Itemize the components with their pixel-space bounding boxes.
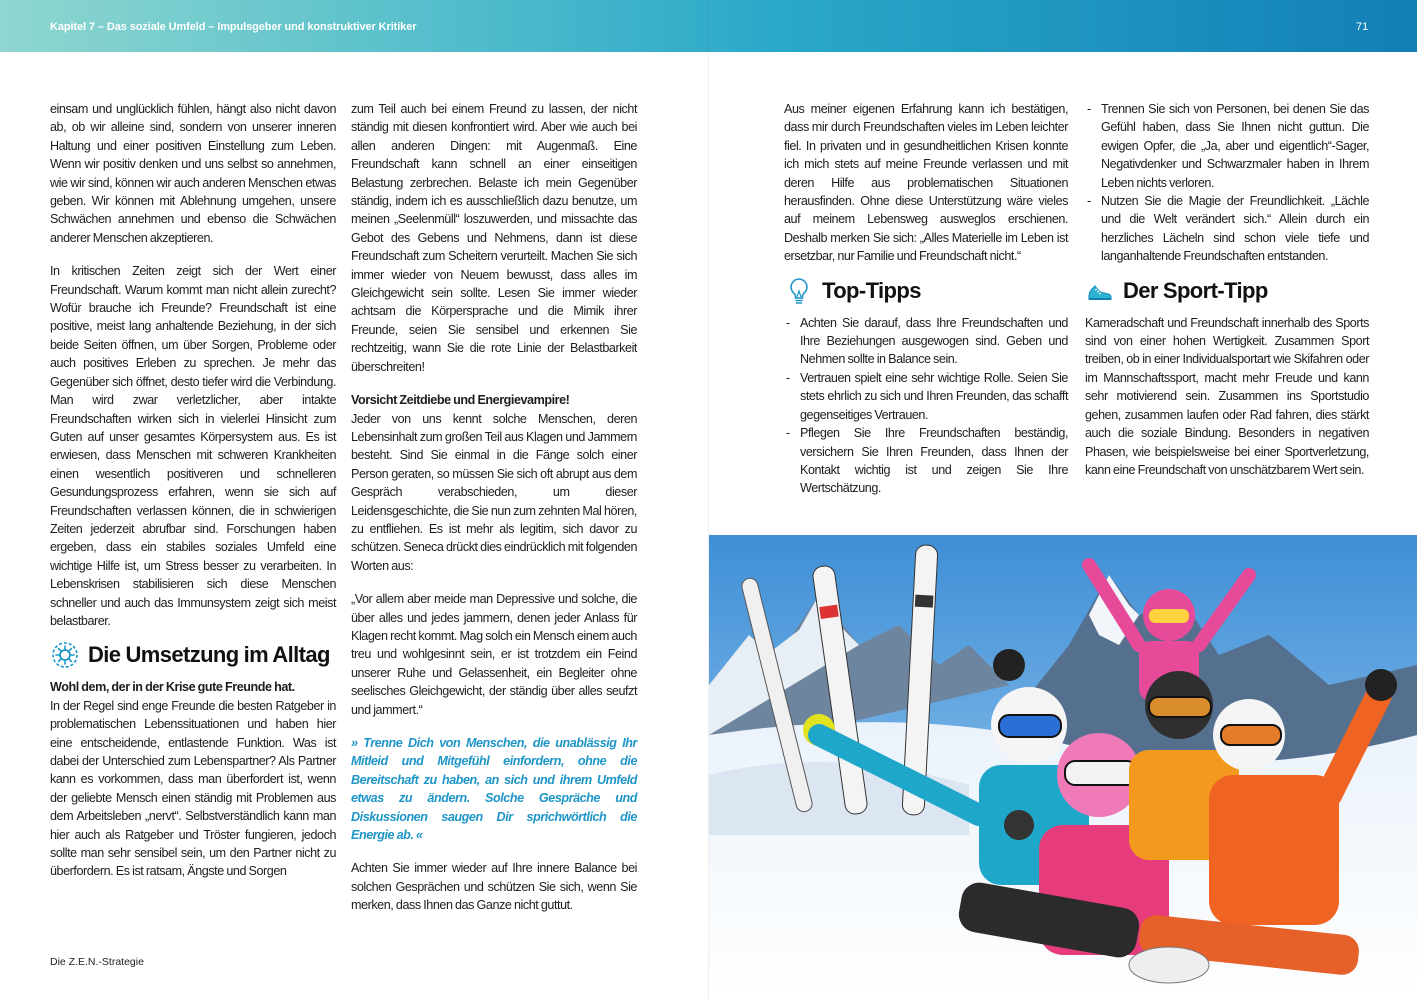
seneca-quote: „Vor allem aber meide man Depressive und solche, die über alles und jedes jammern, denen jeder Anlass für Klagen recht kommt. Mag solch ein Mensch einem auch treu und wohlgesinnt sein, er ist trotzdem ein Feind unserer Ruhe und Gelassenheit, ein Begleiter ohne seelisches Gleichgewicht, der ständig über alles seufzt und jammert.“ [351,592,637,717]
section-heading-umsetzung [50,640,336,670]
column-right-2 [1085,100,1369,479]
paragraph: Jeder von uns kennt solche Menschen, deren Lebensinhalt zum großen Teil aus Klagen und Jammern besteht. Sind Sie einmal in die Fänge solch einer Person geraten, so müssen Sie sich oft abrupt aus dem Gespräch verabschieden, um dieser Leidensgeschichte, die Sie nun zum zehnten Mal hören, zu entfliehen. Es ist mehr als legitim, sich davor zu schützen. Seneca drückt dies eindrücklich mit folgenden Worten aus: [351,411,637,573]
paragraph: zum Teil auch bei einem Freund zu lassen, der nicht ständig mit diesen konfrontiert wird. Aber wie auch bei allen anderen Dingen: mit Augenmaß. Eine Freundschaft kann schnell an einer einseitigen Belastung zerbrechen. Belaste ich mein Gegenüber ständig, indem ich es ausschließlich dazu benutze, um meinen „Seelenmüll“ loszuwerden, und missachte das Gebot des Gebens und Nehmens, dann ist diese Freundschaft zum Scheitern verurteilt. Machen Sie sich immer wieder von Neuem bewusst, dass alles im Gleichgewicht sein sollte. Lesen Sie immer wieder achtsam die Körpersprache und die Mimik ihrer Freunde, seien Sie sensibel und erkennen Sie rechtzeitig, wann Sie die rote Linie der Belastbarkeit überschreiten! [351,102,637,374]
lightbulb-icon [784,276,814,306]
tips-list [784,314,1068,498]
section-title: Die Umsetzung im Alltag [88,642,330,668]
paragraph: In der Regel sind enge Freunde die besten Ratgeber in problematischen Lebenssituationen und haben hier eine entscheidende, entlastende Funktion. Was ist dabei der Unterschied zum Lebenspartner? Als Partner kann es vorkommen, dass man überfordert ist, wenn der geliebte Mensch einen ständig mit Problemen aus dem Arbeitsleben „nervt“. Selbstverständlich kann man hier auch als Ratgeber und Tröster fungieren, jedoch sollte man sehr sensibel sein, um den Partner nicht zu überfordern. Es ist ratsam, Ängste und Sorgen [50,698,336,879]
tips-list-continued [1085,100,1369,266]
section-title: Top-Tipps [822,277,921,303]
section-title: Der Sport-Tipp [1123,277,1268,303]
section-heading-top-tipps [784,276,1068,306]
paragraph: Aus meiner eigenen Erfahrung kann ich bestätigen, dass mir durch Freundschaften vieles im Leben leichter fiel. In privaten und in gesundheitlichen Krisen konnte ich mich stets auf meine Freunde verlassen und mit deren Hilfe aus problematischen Situationen herausfinden. Ohne diese Unterstützung wäre vieles auf meinem Lebensweg ausweglos erschienen. Deshalb merken Sie sich: „Alles Materielle im Leben ist ersetzbar, nur Familie und Freundschaft nicht.“ [784,102,1068,264]
paragraph: einsam und unglücklich fühlen, hängt also nicht davon ab, ob wir alleine sind, sondern von unserer inneren Haltung und einer positiven Einstellung zum Leben. Wenn wir positiv denken und uns selbst so annehmen, wie wir sind, können wir auch anderen Menschen etwas geben. Wir können mit Ablehnung umgehen, unsere Schwächen annehmen und ebenso die Schwächen anderer Menschen akzeptieren. [50,102,336,245]
pull-quote: » Trenne Dich von Menschen, die unablässig Ihr Mitleid und Mitgefühl einfordern, ohne die Bereitschaft zu haben, an sich und ihrem Umfeld etwas zu ändern. Solche Gespräche und Diskussionen saugen Dir sprichwörtlich die Energie ab. « [351,736,637,843]
ski-group-photo [709,535,1417,1000]
book-title-footer: Die Z.E.N.-Strategie [50,956,144,968]
column-left-1 [50,100,336,881]
column-right-1 [784,100,1068,498]
paragraph: In kritischen Zeiten zeigt sich der Wert einer Freundschaft. Warum kommt man nicht allein zurecht? Wofür brauche ich Freunde? Freundschaft ist eine positive, meist lang anhaltende Beziehung, in der sich beide Seiten öffnen, um über Sorgen, Probleme oder auch positives Erleben zu sprechen. Je mehr das Gegenüber sich öffnet, desto tiefer wird die Verbindung. Man wird zwar verletzlicher, aber intakte Freundschaften wirken sich in vielerlei Hinsicht zum Guten auf unser gesamtes Körpersystem aus. Es ist erwiesen, dass Menschen mit schweren Krankheiten einen wesentlich positiveren und schnelleren Gesundungsprozess erfahren, wenn sie sich auf Freundschaften verlassen können, die in schwierigen Zeiten jederzeit abrufbar sind. Forschungen haben ergeben, dass ein stabiles soziales Umfeld eine wichtige Hilfe ist, um Stress besser zu verarbeiten. In Lebenskrisen stabilisieren sich diese Menschen schneller und auch das Immunsystem zeigt sich meist belastbarer. [50,264,336,628]
gear-sun-icon [50,640,80,670]
column-left-2 [351,100,637,915]
paragraph: Achten Sie immer wieder auf Ihre innere Balance bei solchen Gesprächen und schützen Sie sich, wenn Sie merken, dass Ihnen das Ganze nicht guttut. [351,861,637,913]
list-item: - Vertrauen spielt eine sehr wichtige Rolle. Seien Sie stets ehrlich zu sich und Ihren Freunden, das schafft gegenseitiges Vertrauen. [784,369,1068,424]
list-item: - Pflegen Sie Ihre Freundschaften beständig, versichern Sie Ihren Freunden, dass Ihnen der Kontakt wichtig ist und zeigen Sie Ihre Wertschätzung. [784,424,1068,498]
list-item: - Trennen Sie sich von Personen, bei denen Sie das Gefühl haben, dass Sie Ihnen nicht guttun. Die ewigen Opfer, die „Ja, aber und eigentlich“-Sager, Negativdenker und Schwarzmaler haben in Ihrem Leben nichts verloren. [1085,100,1369,192]
subheading: Vorsicht Zeitdiebe und Energievampire! [351,393,570,408]
chapter-title: Kapitel 7 – Das soziale Umfeld – Impulsgeber und konstruktiver Kritiker [50,21,417,33]
paragraph: Kameradschaft und Freundschaft innerhalb des Sports sind von einer hohen Wertigkeit. Zusammen Sport treiben, ob in einer Individualsportart wie Skifahren oder im Mannschaftssport, macht mehr Freude und kann sehr motivierend sein. Zusammen ins Sportstudio gehen, zusammen laufen oder Rad fahren, dies stärkt auch die soziale Bindung. Besonders in negativen Phasen, wie beispielsweise bei einer Sportverletzung, kann eine Freundschaft von unschätzbarem Wert sein. [1085,315,1369,477]
subheading: Wohl dem, der in der Krise gute Freunde hat. [50,680,295,695]
list-item: - Nutzen Sie die Magie der Freundlichkeit. „Lächle und die Welt verändert sich.“ Allein durch ein herzliches Lächeln sind schon viele tiefe und langanhaltende Freundschaften entstanden. [1085,192,1369,266]
list-item: - Achten Sie darauf, dass Ihre Freundschaften und Ihre Beziehungen ausgewogen sind. Geben und Nehmen sollte in Balance sein. [784,314,1068,369]
sneaker-icon [1085,276,1115,306]
page-number: 71 [1356,21,1369,33]
section-heading-sport-tipp [1085,276,1369,306]
photo-illustration [709,535,1417,1000]
